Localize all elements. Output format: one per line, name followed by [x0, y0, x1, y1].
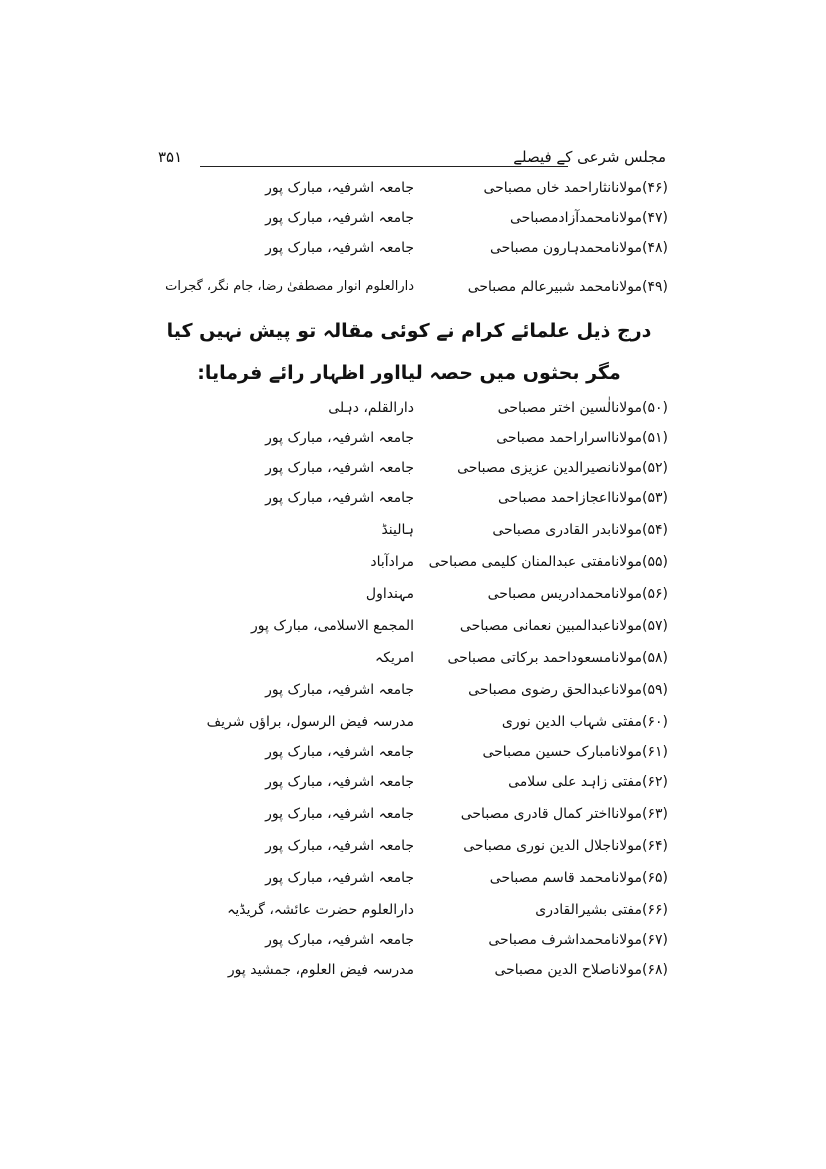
- institution: مدرسہ فیض الرسول، براؤں شریف: [206, 714, 414, 730]
- scholar-name: (۵۵)مولانامفتی عبدالمنان کلیمی مصباحی: [428, 554, 668, 570]
- scholar-name: (۵۳)مولانااعجازاحمد مصباحی: [497, 490, 668, 506]
- scholar-name: (۵۰)مولانالٰسین اختر مصباحی: [497, 400, 668, 416]
- scholar-name: (۴۷)مولانامحمدآزادمصباحی: [509, 210, 668, 226]
- institution: مدرسہ فیض العلوم، جمشید پور: [227, 962, 414, 978]
- section-heading-line2: مگر بحثوں میں حصہ لیااور اظہار رائے فرمایا:: [197, 362, 621, 384]
- institution: دارالقلم، دہلی: [328, 400, 414, 416]
- institution: جامعہ اشرفیہ، مبارک پور: [265, 870, 414, 886]
- scholar-name: (۵۹)مولاناعبدالحق رضوی مصباحی: [468, 682, 668, 698]
- institution: جامعہ اشرفیہ، مبارک پور: [265, 932, 414, 948]
- scholar-name: (۵۶)مولانامحمدادریس مصباحی: [487, 586, 668, 602]
- scholar-name: (۶۸)مولاناصلاح الدین مصباحی: [494, 962, 668, 978]
- list-item: [200, 486, 668, 515]
- institution: جامعہ اشرفیہ، مبارک پور: [265, 682, 414, 698]
- list-item: [200, 710, 668, 739]
- scholar-name: (۵۴)مولانابدر القادری مصباحی: [492, 522, 668, 538]
- list-item: [200, 678, 668, 707]
- scholar-name: (۵۱)مولانااسراراحمد مصباحی: [496, 430, 668, 446]
- scholar-name: (۶۵)مولانامحمد قاسم مصباحی: [489, 870, 668, 886]
- list-item: [200, 550, 668, 579]
- institution: جامعہ اشرفیہ، مبارک پور: [265, 460, 414, 476]
- list-item: [200, 456, 668, 485]
- list-item: [200, 740, 668, 769]
- institution: جامعہ اشرفیہ، مبارک پور: [265, 806, 414, 822]
- institution: جامعہ اشرفیہ، مبارک پور: [265, 490, 414, 506]
- institution: دارالعلوم حضرت عائشہ، گریڈیہ: [227, 902, 414, 918]
- list-item: [200, 518, 668, 547]
- institution: جامعہ اشرفیہ، مبارک پور: [265, 180, 414, 196]
- scholar-name: (۴۹)مولانامحمد شبیرعالم مصباحی: [467, 279, 668, 295]
- institution: جامعہ اشرفیہ، مبارک پور: [265, 430, 414, 446]
- list-item: [200, 206, 668, 235]
- institution: جامعہ اشرفیہ، مبارک پور: [265, 838, 414, 854]
- list-item: [200, 834, 668, 863]
- institution: ہالینڈ: [381, 522, 414, 538]
- list-item: [200, 396, 668, 425]
- list-item: [200, 866, 668, 895]
- institution: مرادآباد: [370, 554, 414, 570]
- scholar-name: (۶۷)مولانامحمداشرف مصباحی: [488, 932, 668, 948]
- list-item: [200, 582, 668, 611]
- list-item: [165, 275, 668, 304]
- scholar-name: (۶۶)مفتی بشیرالقادری: [535, 902, 668, 918]
- list-item: [200, 958, 668, 987]
- list-item: [200, 426, 668, 455]
- scholar-name: (۴۶)مولانانثاراحمد خاں مصباحی: [483, 180, 668, 196]
- list-item: [200, 176, 668, 205]
- page-number: ۳۵۱: [158, 148, 183, 166]
- scholar-name: (۵۸)مولانامسعوداحمد برکاتی مصباحی: [447, 650, 668, 666]
- scholar-name: (۶۱)مولانامبارک حسین مصباحی: [482, 744, 668, 760]
- section-heading-line1: درج ذیل علمائے کرام نے کوئی مقالہ تو پیش نہیں کیا: [166, 320, 652, 342]
- scholar-name: (۴۸)مولانامحمدہارون مصباحی: [489, 240, 668, 256]
- institution: امریکہ: [375, 650, 414, 666]
- scholar-name: (۶۳)مولانااختر کمال قادری مصباحی: [460, 806, 668, 822]
- running-title: مجلس شرعی کے فیصلے: [513, 148, 666, 166]
- list-item: [200, 770, 668, 799]
- scholar-name: (۵۲)مولانانصیرالدین عزیزی مصباحی: [457, 460, 668, 476]
- institution: مہنداول: [365, 586, 414, 602]
- list-item: [200, 928, 668, 957]
- institution: جامعہ اشرفیہ، مبارک پور: [265, 774, 414, 790]
- institution: جامعہ اشرفیہ، مبارک پور: [265, 210, 414, 226]
- page-header: [158, 148, 666, 172]
- list-item: [200, 236, 668, 265]
- institution: المجمع الاسلامی، مبارک پور: [251, 618, 414, 634]
- list-item: [200, 646, 668, 675]
- institution: دارالعلوم انوار مصطفیٰ رضا، جام نگر، گجرات: [165, 279, 414, 294]
- scholar-name: (۶۲)مفتی زاہد علی سلامی: [508, 774, 668, 790]
- scholar-name: (۶۴)مولاناجلال الدین نوری مصباحی: [463, 838, 668, 854]
- list-item: [200, 898, 668, 927]
- institution: جامعہ اشرفیہ، مبارک پور: [265, 744, 414, 760]
- list-item: [200, 614, 668, 643]
- scholar-name: (۵۷)مولاناعبدالمبین نعمانی مصباحی: [459, 618, 668, 634]
- header-rule: [200, 166, 568, 167]
- institution: جامعہ اشرفیہ، مبارک پور: [265, 240, 414, 256]
- scholar-name: (۶۰)مفتی شہاب الدین نوری: [501, 714, 668, 730]
- list-item: [200, 802, 668, 831]
